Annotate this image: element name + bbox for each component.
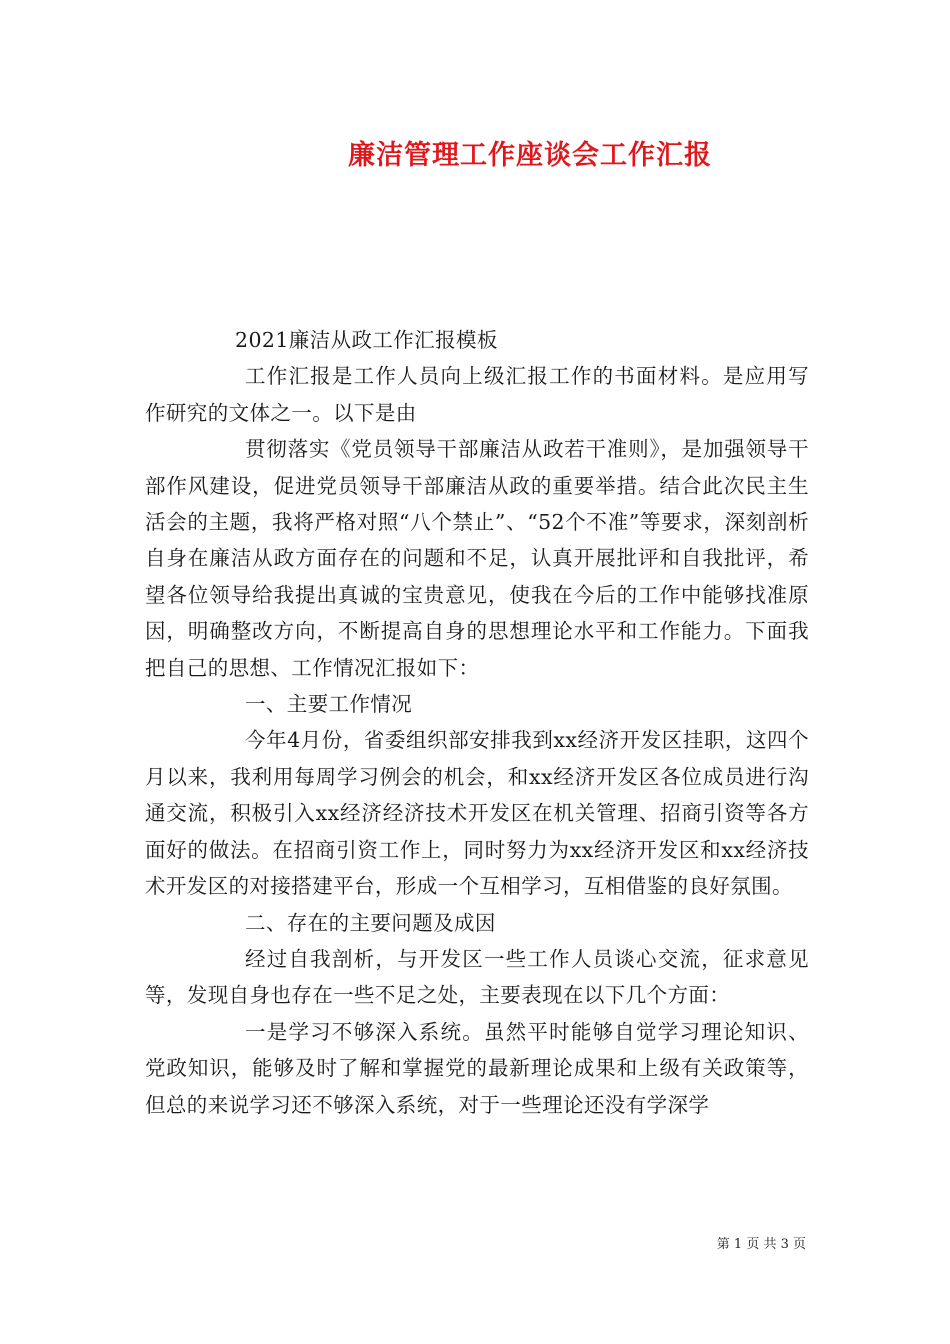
paragraph-intro: 工作汇报是工作人员向上级汇报工作的书面材料。是应用写作研究的文体之一。以下是由 [145,364,809,425]
document-body [145,322,809,1123]
document-title: 廉洁管理工作座谈会工作汇报 [348,140,712,171]
page-number-footer: 第 1 页 共 3 页 [716,1237,806,1252]
paragraph-main-work: 今年4月份，省委组织部安排我到xx经济开发区挂职，这四个月以来，我利用每周学习例会的机会，和xx经济开发区各位成员进行沟通交流，积极引入xx经济经济技术开发区在机关管理、招商引资等各方面好的做法。在招商引资工作上，同时努力为xx经济开发区和xx经济技术开发区的对接搭建平台，形成一个互相学习，互相借鉴的良好氛围。 [145,728,809,899]
section-heading-main-work: 一、主要工作情况 [245,692,413,717]
paragraph-subtitle: 2021廉洁从政工作汇报模板 [235,328,498,352]
paragraph-guidelines: 贯彻落实《党员领导干部廉洁从政若干准则》，是加强领导干部作风建设，促进党员领导干部廉洁从政的重要举措。结合此次民主生活会的主题，我将严格对照“八个禁止”、“52个不准”等要求，深刻剖析自身在廉洁从政方面存在的问题和不足，认真开展批评和自我批评，希望各位领导给我提出真诚的宝贵意见，使我在今后的工作中能够找准原因，明确整改方向，不断提高自身的思想理论水平和工作能力。下面我把自己的思想、工作情况汇报如下： [145,437,809,680]
section-heading-problems: 二、存在的主要问题及成因 [245,910,496,935]
paragraph-study: 一是学习不够深入系统。虽然平时能够自觉学习理论知识、党政知识，能够及时了解和掌握党的最新理论成果和上级有关政策等，但总的来说学习还不够深入系统，对于一些理论还没有学深学 [145,1019,809,1117]
paragraph-self-analysis: 经过自我剖析，与开发区一些工作人员谈心交流，征求意见等，发现自身也存在一些不足之处，主要表现在以下几个方面： [145,946,809,1008]
